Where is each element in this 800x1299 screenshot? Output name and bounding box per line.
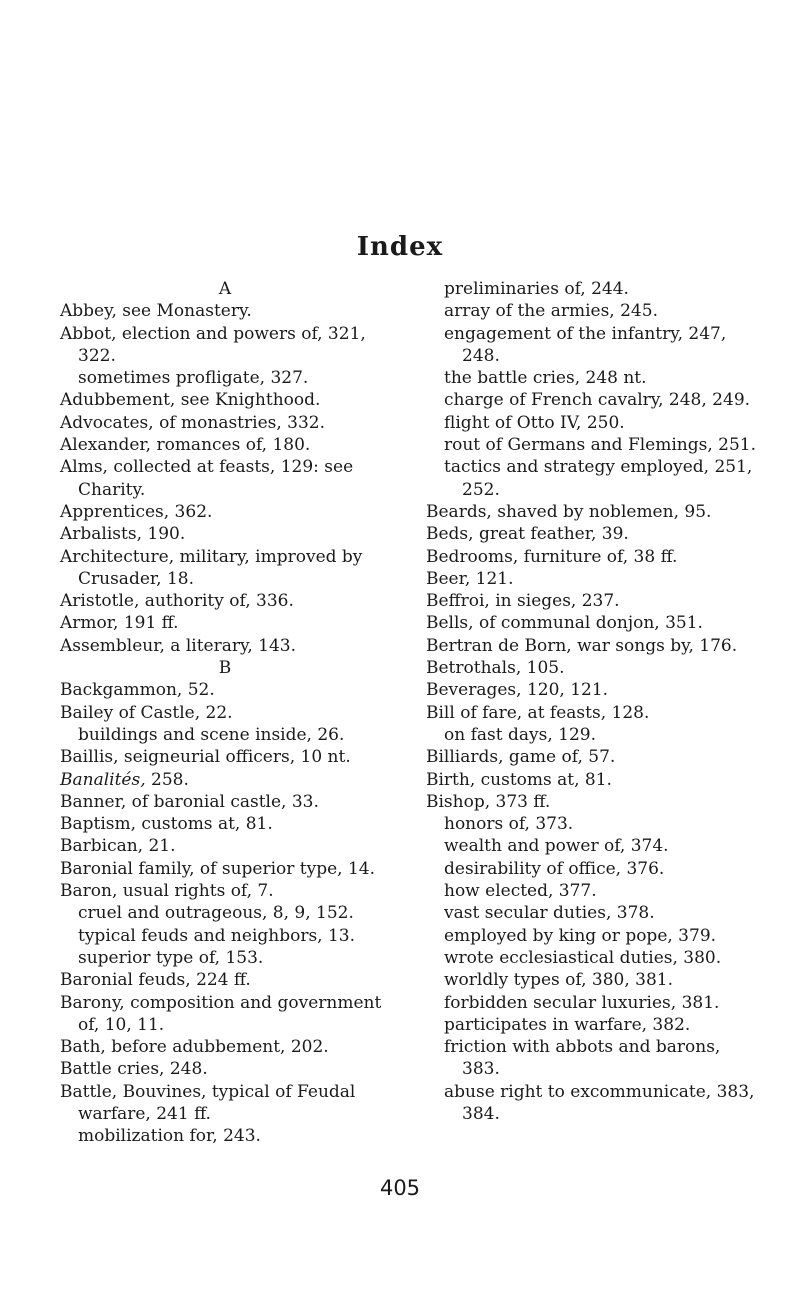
index-entry: Bells, of communal donjon, 351. bbox=[426, 613, 703, 634]
index-entry-italic: Banalités, bbox=[60, 769, 146, 790]
index-entry: Adubbement, see Knighthood. bbox=[60, 390, 321, 411]
index-entry: Beds, great feather, 39. bbox=[426, 524, 629, 545]
index-subentry: wrote ecclesiastical duties, 380. bbox=[444, 947, 722, 968]
index-subentry: typical feuds and neighbors, 13. bbox=[78, 925, 356, 946]
index-entry: Beards, shaved by noblemen, 95. bbox=[426, 501, 712, 522]
index-subentry: employed by king or pope, 379. bbox=[444, 925, 717, 946]
index-entry: Betrothals, 105. bbox=[426, 658, 565, 679]
index-entry: Alexander, romances of, 180. bbox=[60, 435, 311, 456]
index-subentry: friction with abbots and barons, 383. bbox=[444, 1037, 721, 1080]
page-number: 405 bbox=[379, 1176, 421, 1200]
index-entry: Barony, composition and government of, 10, 11. bbox=[60, 992, 382, 1035]
index-entry: Assembleur, a literary, 143. bbox=[60, 635, 296, 656]
index-subentry: flight of Otto IV, 250. bbox=[444, 412, 625, 433]
index-subentry: on fast days, 129. bbox=[444, 724, 596, 745]
index-subentry: forbidden secular luxuries, 381. bbox=[444, 992, 720, 1013]
index-subentry: worldly types of, 380, 381. bbox=[444, 970, 674, 991]
index-subentry: array of the armies, 245. bbox=[444, 301, 658, 322]
index-entry-text: 258. bbox=[145, 769, 189, 790]
index-entry: Abbey, see Monastery. bbox=[60, 301, 252, 322]
index-subentry: tactics and strategy employed, 251, 252. bbox=[444, 457, 753, 500]
index-entry: Aristotle, authority of, 336. bbox=[60, 591, 294, 612]
index-entry: Beffroi, in sieges, 237. bbox=[426, 591, 620, 612]
index-entry: Baptism, customs at, 81. bbox=[60, 814, 273, 835]
index-column-right bbox=[426, 278, 756, 1125]
index-entry: Alms, collected at feasts, 129: see Charity. bbox=[60, 457, 354, 500]
index-subentry: buildings and scene inside, 26. bbox=[78, 724, 345, 745]
index-subentry: wealth and power of, 374. bbox=[444, 836, 669, 857]
index-entry: Backgammon, 52. bbox=[60, 680, 215, 701]
index-entry: Bath, before adubbement, 202. bbox=[60, 1037, 329, 1058]
index-subentry: desirability of office, 376. bbox=[444, 858, 665, 879]
index-entry bbox=[60, 769, 390, 791]
index-subentry: abuse right to excommunicate, 383, 384. bbox=[444, 1081, 755, 1124]
index-entry: Abbot, election and powers of, 321, 322. bbox=[60, 323, 366, 366]
section-letter: A bbox=[218, 279, 232, 299]
index-entry: Banner, of baronial castle, 33. bbox=[60, 791, 319, 812]
index-entry: Baron, usual rights of, 7. bbox=[60, 881, 274, 902]
index-entry: Advocates, of monastries, 332. bbox=[60, 412, 326, 433]
index-entry: Baronial feuds, 224 ff. bbox=[60, 970, 251, 991]
index-subentry: mobilization for, 243. bbox=[78, 1126, 261, 1147]
index-subentry: superior type of, 153. bbox=[78, 947, 264, 968]
index-entry: Bedrooms, furniture of, 38 ff. bbox=[426, 546, 678, 567]
index-entry: Architecture, military, improved by Crusader, 18. bbox=[60, 546, 363, 589]
index-subentry: sometimes profligate, 327. bbox=[78, 368, 309, 389]
index-entry: Birth, customs at, 81. bbox=[426, 769, 612, 790]
index-entry: Barbican, 21. bbox=[60, 836, 176, 857]
index-entry: Apprentices, 362. bbox=[60, 501, 213, 522]
index-entry: Bishop, 373 ff. bbox=[426, 791, 551, 812]
index-subentry: the battle cries, 248 nt. bbox=[444, 368, 647, 389]
index-subentry: how elected, 377. bbox=[444, 881, 597, 902]
index-entry: Bertran de Born, war songs by, 176. bbox=[426, 635, 738, 656]
page-title: Index bbox=[356, 232, 444, 262]
index-entry: Arbalists, 190. bbox=[60, 524, 186, 545]
index-entry: Baillis, seigneurial officers, 10 nt. bbox=[60, 747, 351, 768]
index-subentry: rout of Germans and Flemings, 251. bbox=[444, 435, 757, 456]
index-subentry: preliminaries of, 244. bbox=[444, 279, 629, 299]
index-subentry: honors of, 373. bbox=[444, 814, 574, 835]
section-letter: B bbox=[218, 658, 232, 679]
index-entry: Bailey of Castle, 22. bbox=[60, 702, 233, 723]
index-entry: Beer, 121. bbox=[426, 568, 514, 589]
index-column-left bbox=[60, 278, 390, 1148]
index-entry: Beverages, 120, 121. bbox=[426, 680, 609, 701]
index-subentry: vast secular duties, 378. bbox=[444, 903, 655, 924]
index-subentry: cruel and outrageous, 8, 9, 152. bbox=[78, 903, 354, 924]
index-entry: Battle cries, 248. bbox=[60, 1059, 208, 1080]
index-entry: Armor, 191 ff. bbox=[60, 613, 179, 634]
index-subentry: charge of French cavalry, 248, 249. bbox=[444, 390, 751, 411]
index-entry: Bill of fare, at feasts, 128. bbox=[426, 702, 650, 723]
index-subentry: engagement of the infantry, 247, 248. bbox=[444, 323, 727, 366]
index-entry: Baronial family, of superior type, 14. bbox=[60, 858, 376, 879]
index-entry: Battle, Bouvines, typical of Feudal warfare, 241 ff. bbox=[60, 1081, 356, 1124]
index-entry: Billiards, game of, 57. bbox=[426, 747, 616, 768]
index-subentry: participates in warfare, 382. bbox=[444, 1014, 691, 1035]
